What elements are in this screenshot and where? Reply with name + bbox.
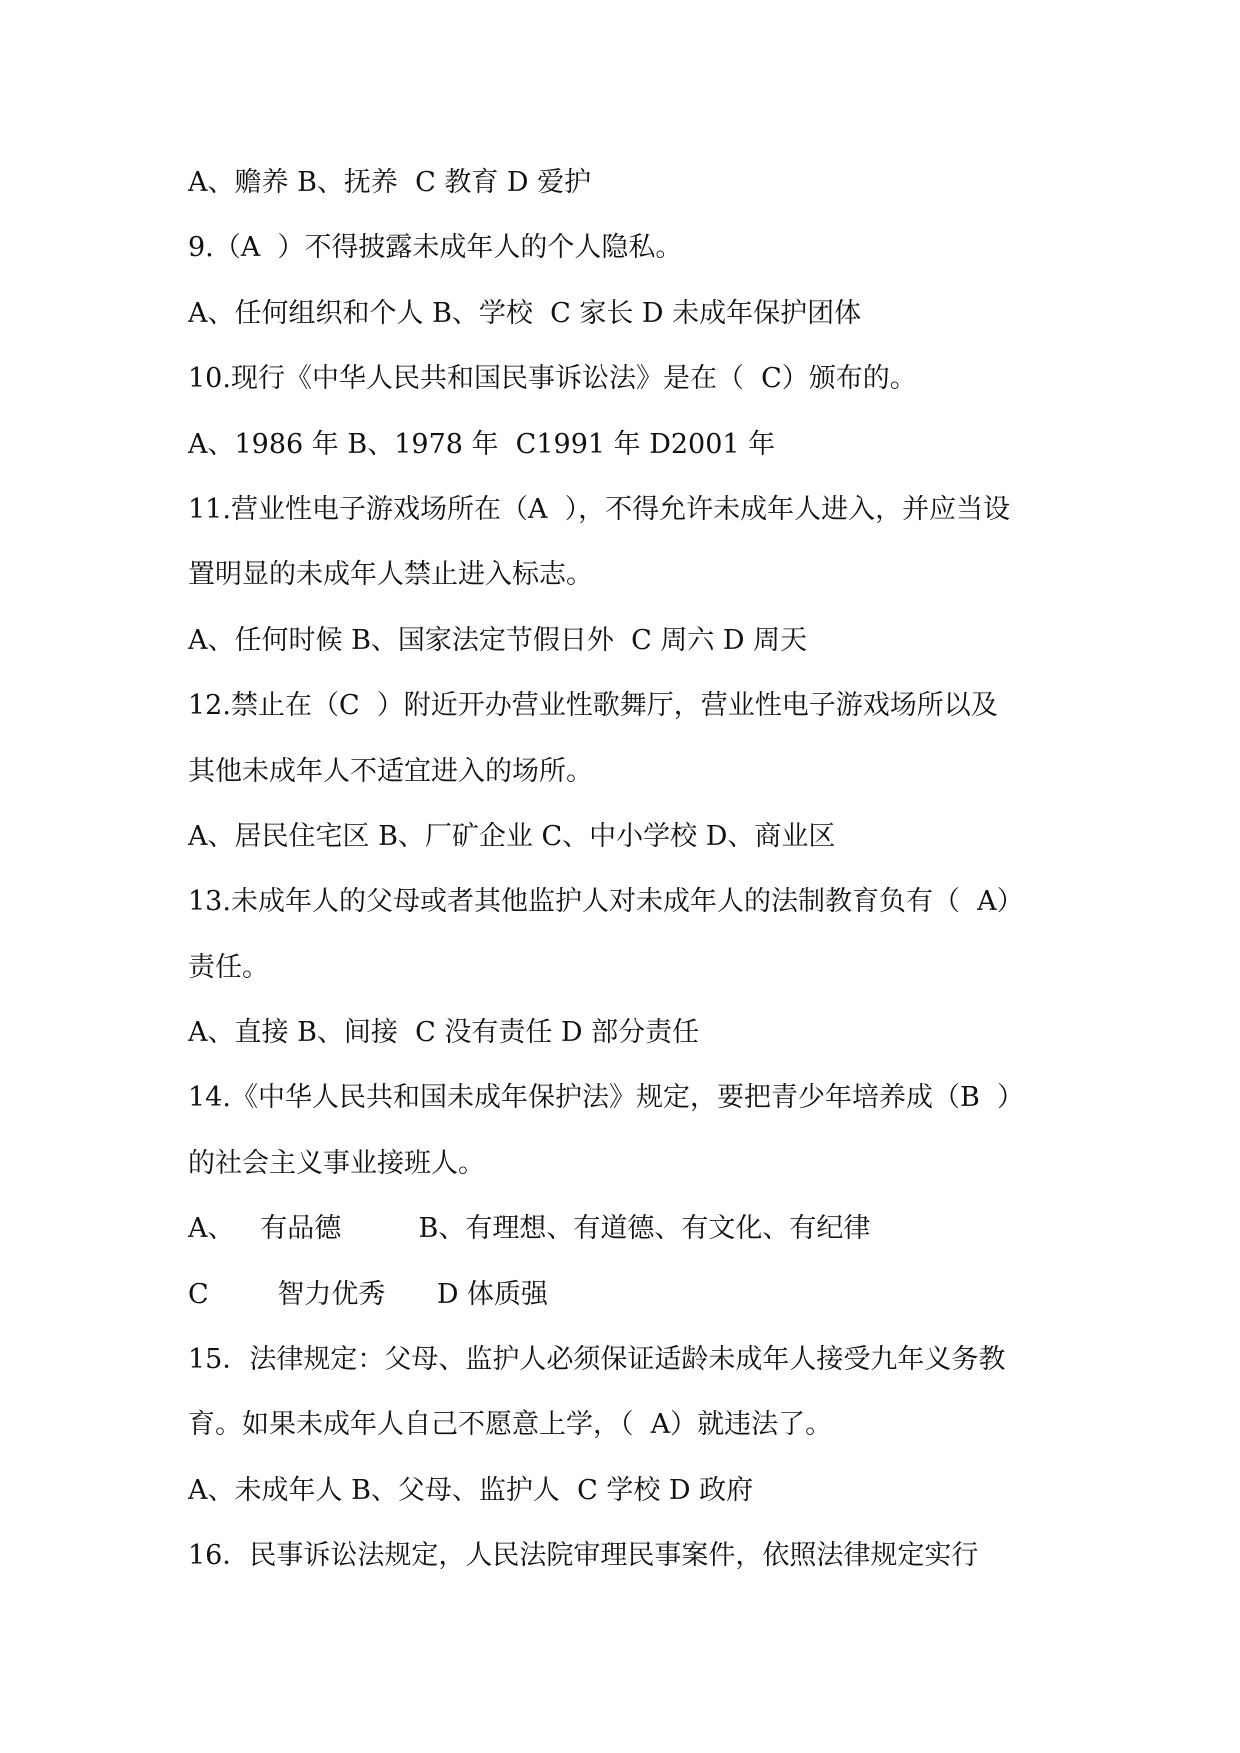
answer-options-q14-line-2: C 智力优秀 D 体质强 bbox=[188, 1278, 549, 1310]
question-15-line-2: 育。如果未成年人自己不愿意上学，（ A）就违法了。 bbox=[188, 1409, 833, 1441]
question-9: 9.（A ）不得披露未成年人的个人隐私。 bbox=[188, 232, 683, 264]
question-14-line-1: 14.《中华人民共和国未成年保护法》规定，要把青少年培养成（B ） bbox=[188, 1082, 1024, 1114]
answer-options-q9: A、任何组织和个人 B、学校 C 家长 D 未成年保护团体 bbox=[188, 297, 862, 329]
answer-options-q8: A、赡养 B、抚养 C 教育 D 爱护 bbox=[188, 167, 592, 198]
question-12-line-1: 12.禁止在（C ）附近开办营业性歌舞厅，营业性电子游戏场所以及 bbox=[188, 690, 998, 722]
question-10: 10.现行《中华人民共和国民事诉讼法》是在（ C）颁布的。 bbox=[188, 363, 917, 395]
question-14-line-2: 的社会主义事业接班人。 bbox=[188, 1147, 485, 1179]
answer-options-q15: A、未成年人 B、父母、监护人 C 学校 D 政府 bbox=[188, 1474, 754, 1506]
answer-options-q14-line-1: A、 有品德 B、有理想、有道德、有文化、有纪律 bbox=[188, 1213, 871, 1245]
question-11-line-1: 11.营业性电子游戏场所在（A ），不得允许未成年人进入，并应当设 bbox=[188, 493, 1011, 525]
answer-options-q12: A、居民住宅区 B、厂矿企业 C、中小学校 D、商业区 bbox=[188, 820, 836, 852]
answer-options-q13: A、直接 B、间接 C 没有责任 D 部分责任 bbox=[188, 1017, 700, 1049]
question-15-line-1: 15．法律规定：父母、监护人必须保证适龄未成年人接受九年义务教 bbox=[188, 1344, 1006, 1376]
document-body bbox=[188, 150, 1058, 1589]
question-13-line-1: 13.未成年人的父母或者其他监护人对未成年人的法制教育负有（ A） bbox=[188, 886, 1024, 918]
question-16-line-1: 16．民事诉讼法规定，人民法院审理民事案件，依照法律规定实行 bbox=[188, 1540, 979, 1572]
answer-options-q11: A、任何时候 B、国家法定节假日外 C 周六 D 周天 bbox=[188, 624, 808, 656]
answer-options-q10: A、1986 年 B、1978 年 C1991 年 D2001 年 bbox=[188, 428, 776, 460]
question-13-line-2: 责任。 bbox=[188, 951, 269, 983]
question-11-line-2: 置明显的未成年人禁止进入标志。 bbox=[188, 559, 593, 591]
question-12-line-2: 其他未成年人不适宜进入的场所。 bbox=[188, 755, 593, 787]
